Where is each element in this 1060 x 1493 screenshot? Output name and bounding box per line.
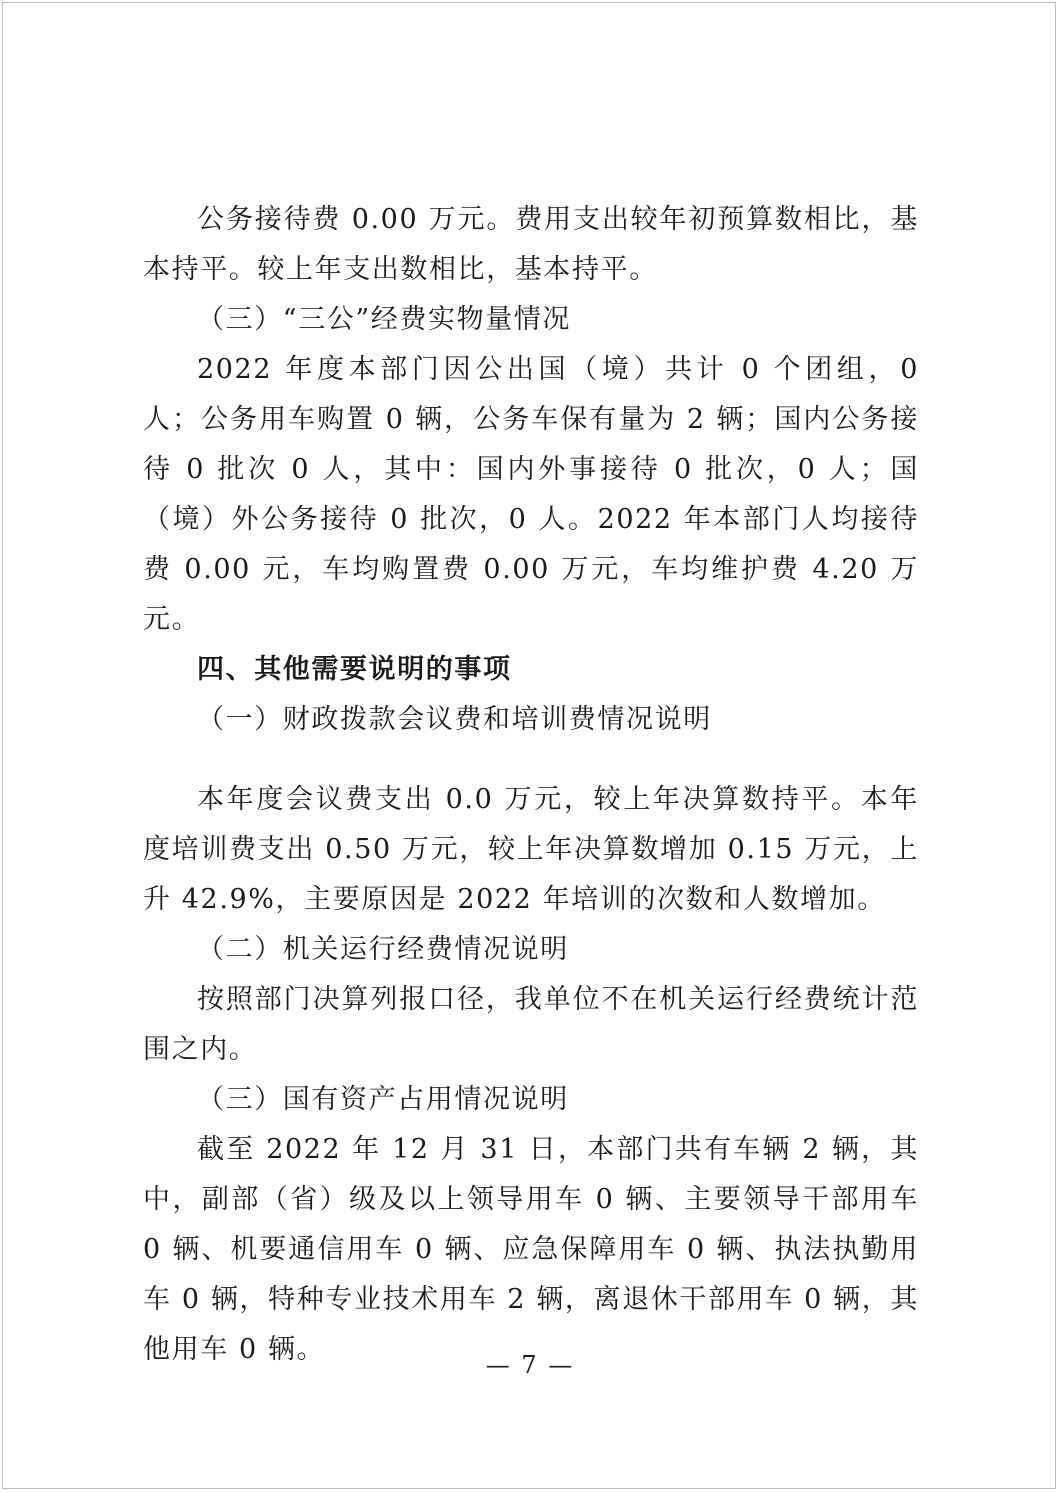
heading-operating-expenses: （二）机关运行经费情况说明 [197,934,569,965]
paragraph-physical-quantity: 2022 年度本部门因公出国（境）共计 0 个团组，0 人；公务用车购置 0 辆，公务车保有量为 2 辆；国内公务接待 0 批次 0 人，其中：国内外事接待 0 批次，0 人；国（境）外公务接待 0 批次，0 人。2022 年本部门人均接待费 0.00 元，车均购置费 0.00 万元，车均维护费 4.20 万元。 [143,354,919,635]
paragraph-meeting-training: 本年度会议费支出 0.0 万元，较上年决算数持平。本年度培训费支出 0.50 万元，较上年决算数增加 0.15 万元，上升 42.9%，主要原因是 2022 年培训的次数和人数增加。 [143,784,919,915]
document-body [143,195,919,1375]
heading-meeting-training: （一）财政拨款会议费和培训费情况说明 [197,704,712,735]
heading-other-matters: 四、其他需要说明的事项 [197,654,512,685]
paragraph-operating-expenses: 按照部门决算列报口径，我单位不在机关运行经费统计范围之内。 [143,984,919,1065]
paragraph-hospitality-cost: 公务接待费 0.00 万元。费用支出较年初预算数相比，基本持平。较上年支出数相比，基本持平。 [143,204,919,285]
heading-state-assets: （三）国有资产占用情况说明 [197,1084,569,1115]
paragraph-state-assets: 截至 2022 年 12 月 31 日，本部门共有车辆 2 辆，其中，副部（省）级及以上领导用车 0 辆、主要领导干部用车 0 辆、机要通信用车 0 辆、应急保障用车 0 辆、执法执勤用车 0 辆，特种专业技术用车 2 辆，离退休干部用车 0 辆，其他用车 0 辆。 [143,1134,919,1365]
page-number: — 7 — [485,1351,575,1379]
spacer [143,745,919,775]
heading-three-public-physical: （三）“三公”经费实物量情况 [197,304,572,335]
